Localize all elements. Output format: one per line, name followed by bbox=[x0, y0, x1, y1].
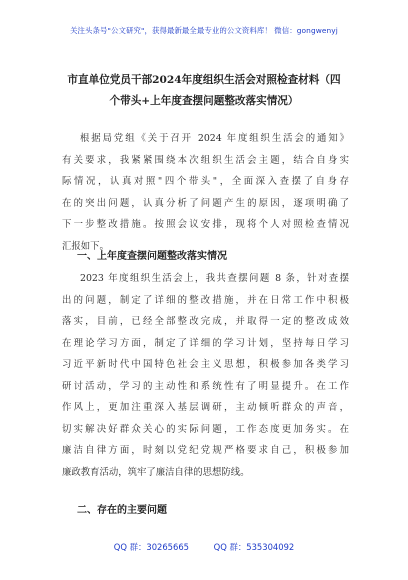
intro-paragraph bbox=[62, 128, 349, 257]
section1-line: 在理论学习方面，制定了详细的学习计划，坚持每日学习 bbox=[62, 337, 349, 349]
section1-line: 廉政教育活动，筑牢了廉洁自律的思想防线。 bbox=[62, 466, 250, 478]
intro-line: 际情况，认真对照"四个带头"，全面深入查摆了自身存 bbox=[62, 176, 349, 187]
section1-line: 研讨活动，学习的主动性和系统性有了明显提升。在工作 bbox=[62, 380, 349, 392]
section1-line: 2023 年度组织生活会上，我共查摆问题 8 条，针对查摆 bbox=[80, 273, 349, 284]
section-heading-1: 一、上年度查摆问题整改落实情况 bbox=[77, 251, 227, 262]
title-line-1: 市直单位党员干部2024年度组织生活会对照检查材料（四 bbox=[67, 74, 341, 86]
intro-line: 下一步整改措施。按照会议安排，现将个人对照检查情况 bbox=[62, 219, 349, 230]
footer-contact bbox=[0, 541, 408, 553]
section1-line: 落实，目前，已经全部整改完成，并取得一定的整改成效 bbox=[62, 316, 349, 327]
section1-line: 作风上，更加注重深入基层调研，主动倾听群众的声音， bbox=[62, 402, 349, 413]
intro-line: 根据局党组《关于召开 2024 年度组织生活会的通知》 bbox=[80, 133, 349, 144]
qq-group-1: QQ 群：30265665 bbox=[113, 542, 189, 552]
qq-group-2: QQ 群：535304092 bbox=[213, 542, 295, 552]
promo-banner: 关注头条号"公文研究"，获得最新最全最专业的公文资料库！ 微信：gongwenyj bbox=[70, 26, 338, 35]
section1-line: 廉洁自律方面，时刻以党纪党规严格要求自己，积极参加 bbox=[62, 445, 349, 456]
section-heading-2: 二、存在的主要问题 bbox=[77, 505, 167, 516]
title-line-2: 个带头+上年度查摆问题整改落实情况） bbox=[109, 95, 299, 107]
intro-line: 有关要求，我紧紧围绕本次组织生活会主题，结合自身实 bbox=[62, 154, 349, 166]
section1-line: 出的问题，制定了详细的整改措施，并在日常工作中积极 bbox=[62, 294, 349, 306]
document-title bbox=[56, 70, 352, 112]
section1-line: 习近平新时代中国特色社会主义思想，积极参加各类学习 bbox=[62, 359, 349, 370]
section1-paragraph bbox=[62, 268, 349, 483]
intro-line: 在的突出问题，认真分析了问题产生的原因，逐项明确了 bbox=[62, 197, 349, 209]
section1-line: 切实解决好群众关心的实际问题，工作态度更加务实。在 bbox=[62, 423, 349, 435]
intro-line: 汇报如下。 bbox=[62, 240, 109, 252]
